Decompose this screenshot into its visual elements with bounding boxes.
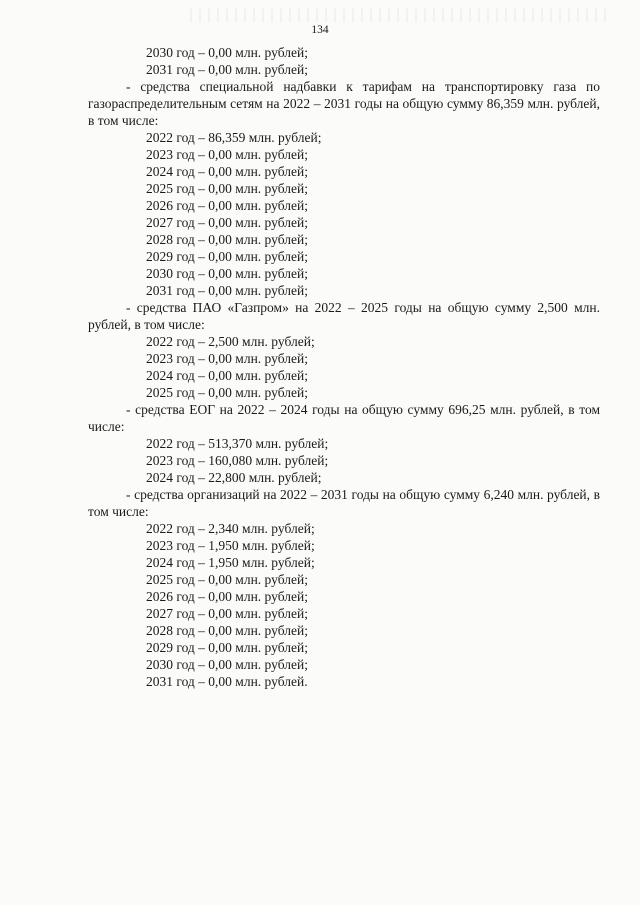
- funding-source-paragraph: - средства ПАО «Газпром» на 2022 – 2025 годы на общую сумму 2,500 млн. рублей, в том числе:: [88, 300, 600, 332]
- year-amount-line: 2022 год – 2,500 млн. рублей;: [146, 334, 315, 349]
- year-amount-line: 2029 год – 0,00 млн. рублей;: [146, 249, 308, 264]
- year-amount-line: 2025 год – 0,00 млн. рублей;: [146, 572, 308, 587]
- year-amount-line: 2027 год – 0,00 млн. рублей;: [146, 606, 308, 621]
- page-number: 134: [311, 24, 329, 36]
- year-amount-line: 2024 год – 0,00 млн. рублей;: [146, 164, 308, 179]
- year-amount-line: 2028 год – 0,00 млн. рублей;: [146, 623, 308, 638]
- year-amount-line: 2030 год – 0,00 млн. рублей;: [146, 266, 308, 281]
- year-amount-line: 2024 год – 0,00 млн. рублей;: [146, 368, 308, 383]
- year-amount-line: 2029 год – 0,00 млн. рублей;: [146, 640, 308, 655]
- funding-source-paragraph: - средства организаций на 2022 – 2031 годы на общую сумму 6,240 млн. рублей, в том числе:: [88, 487, 600, 519]
- year-amount-line: 2026 год – 0,00 млн. рублей;: [146, 589, 308, 604]
- year-amount-line: 2030 год – 0,00 млн. рублей;: [146, 657, 308, 672]
- year-amount-line: 2022 год – 513,370 млн. рублей;: [146, 436, 329, 451]
- year-amount-line: 2023 год – 0,00 млн. рублей;: [146, 147, 308, 162]
- year-amount-line: 2023 год – 1,950 млн. рублей;: [146, 538, 315, 553]
- year-amount-line: 2027 год – 0,00 млн. рублей;: [146, 215, 308, 230]
- year-amount-line: 2031 год – 0,00 млн. рублей;: [146, 62, 308, 77]
- year-amount-line: 2025 год – 0,00 млн. рублей;: [146, 385, 308, 400]
- year-amount-line: 2031 год – 0,00 млн. рублей;: [146, 283, 308, 298]
- year-amount-line: 2028 год – 0,00 млн. рублей;: [146, 232, 308, 247]
- year-amount-line: 2026 год – 0,00 млн. рублей;: [146, 198, 308, 213]
- year-amount-line: 2023 год – 160,080 млн. рублей;: [146, 453, 329, 468]
- year-amount-line: 2024 год – 22,800 млн. рублей;: [146, 470, 322, 485]
- year-amount-line: 2022 год – 2,340 млн. рублей;: [146, 521, 315, 536]
- year-amount-line: 2031 год – 0,00 млн. рублей.: [146, 674, 308, 689]
- document-body: [88, 44, 600, 690]
- scan-noise: [190, 8, 610, 22]
- funding-source-paragraph: - средства ЕОГ на 2022 – 2024 годы на общую сумму 696,25 млн. рублей, в том числе:: [88, 402, 600, 434]
- funding-source-paragraph: - средства специальной надбавки к тарифам на транспортировку газа по газораспределительным сетям на 2022 – 2031 годы на общую сумму 86,359 млн. рублей, в том числе:: [88, 79, 600, 128]
- year-amount-line: 2030 год – 0,00 млн. рублей;: [146, 45, 308, 60]
- year-amount-line: 2024 год – 1,950 млн. рублей;: [146, 555, 315, 570]
- year-amount-line: 2022 год – 86,359 млн. рублей;: [146, 130, 322, 145]
- year-amount-line: 2023 год – 0,00 млн. рублей;: [146, 351, 308, 366]
- year-amount-line: 2025 год – 0,00 млн. рублей;: [146, 181, 308, 196]
